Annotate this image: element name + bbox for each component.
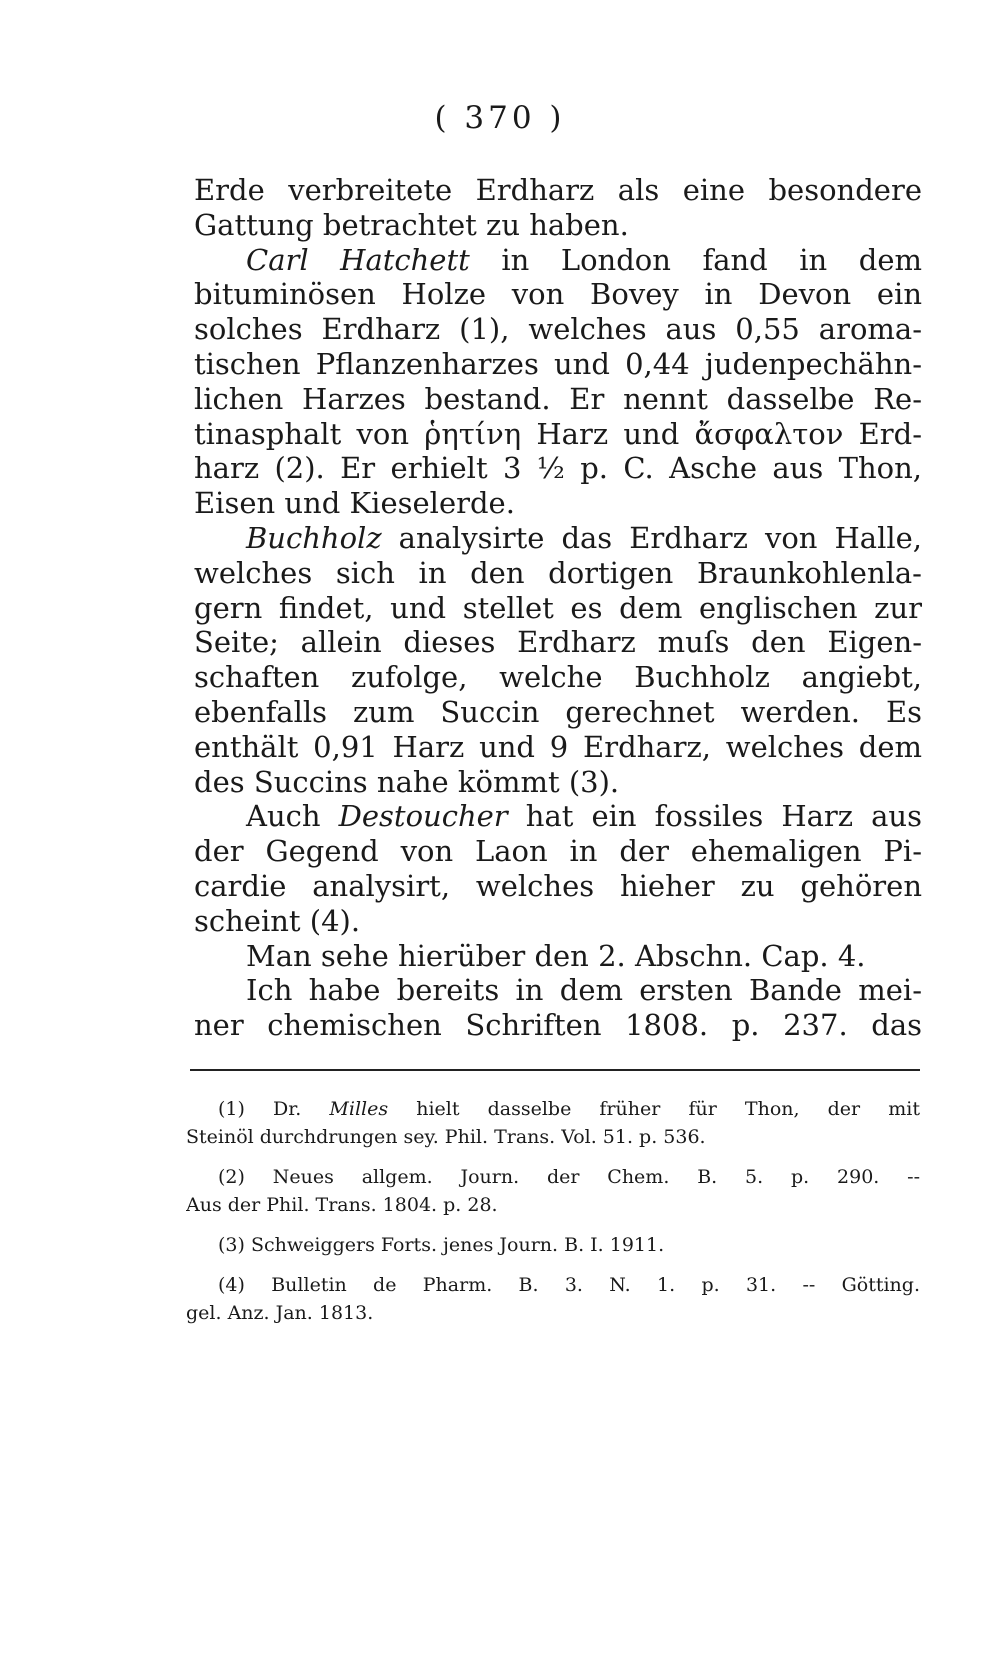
footnote bbox=[186, 1163, 920, 1219]
text-line: ner chemischen Schriften 1808. p. 237. das bbox=[194, 1008, 922, 1043]
text-line: des Succins nahe kömmt (3). bbox=[194, 764, 620, 799]
text-fragment: in London fand in dem bbox=[501, 242, 922, 277]
footnote-line: Aus der Phil. Trans. 1804. p. 28. bbox=[186, 1194, 498, 1216]
footnote-marker: (2) bbox=[218, 1166, 245, 1188]
text-line: harz (2). Er erhielt 3 ½ p. C. Asche aus Thon, bbox=[194, 451, 922, 486]
text-line: Erde verbreitete Erdharz als eine besondere bbox=[194, 173, 922, 207]
footnote-line: Steinöl durchdrungen sey. Phil. Trans. Vol. 51. p. 536. bbox=[186, 1126, 706, 1148]
text-line: scheint (4). bbox=[194, 903, 361, 938]
text-line: Eisen und Kieselerde. bbox=[194, 486, 515, 521]
text-line: Ich habe bereits in dem ersten Bande mei- bbox=[246, 973, 922, 1008]
text-line: enthält 0,91 Harz und 9 Erdharz, welches dem bbox=[194, 729, 922, 764]
footnote-marker: (3) bbox=[218, 1234, 245, 1256]
footnote-marker: (1) bbox=[218, 1098, 245, 1120]
text-line: lichen Harzes bestand. Er nennt dasselbe Re- bbox=[194, 381, 922, 416]
text-line: bituminösen Holze von Bovey in Devon ein bbox=[194, 277, 922, 312]
text-fragment: analysirte das Erdharz von Halle, bbox=[398, 520, 922, 555]
text-fragment: Neues allgem. Journ. der Chem. B. 5. p. 290. -- bbox=[272, 1166, 920, 1188]
text-line: tischen Pflanzenharzes und 0,44 judenpechähn- bbox=[194, 346, 922, 381]
footnotes bbox=[186, 1095, 920, 1339]
footnote-line: gel. Anz. Jan. 1813. bbox=[186, 1302, 374, 1324]
footnote-line bbox=[186, 1231, 920, 1259]
author-name: Destoucher bbox=[338, 799, 508, 834]
text-fragment: Auch bbox=[246, 799, 321, 834]
text-fragment: hat ein fossiles Harz aus bbox=[525, 799, 922, 834]
text-line bbox=[194, 799, 922, 834]
footnote-marker: (4) bbox=[218, 1274, 245, 1296]
text-fragment: Dr. bbox=[273, 1098, 302, 1120]
text-line: ebenfalls zum Succin gerechnet werden. Es bbox=[194, 694, 922, 729]
page-number: ( 370 ) bbox=[434, 100, 566, 136]
author-name: Carl Hatchett bbox=[246, 242, 470, 277]
author-name: Buchholz bbox=[246, 520, 382, 555]
text-line: Gattung betrachtet zu haben. bbox=[194, 207, 629, 242]
text-line: cardie analysirt, welches hieher zu gehören bbox=[194, 868, 922, 903]
footnote-rule bbox=[190, 1069, 920, 1071]
text-fragment: hielt dasselbe früher für Thon, der mit bbox=[416, 1098, 920, 1120]
footnote-line bbox=[186, 1163, 920, 1191]
text-line: Seite; allein dieses Erdharz muſs den Eigen- bbox=[194, 625, 922, 660]
footnote-line bbox=[186, 1095, 920, 1123]
text-line: schaften zufolge, welche Buchholz angiebt, bbox=[194, 660, 922, 695]
text-line: solches Erdharz (1), welches aus 0,55 aroma- bbox=[194, 312, 922, 347]
text-line bbox=[194, 521, 922, 556]
text-fragment: Schweiggers Forts. jenes Journ. B. I. 1911. bbox=[250, 1234, 665, 1256]
text-line bbox=[194, 243, 922, 278]
footnote-line bbox=[186, 1271, 920, 1299]
text-line: Man sehe hierüber den 2. Abschn. Cap. 4. bbox=[246, 938, 866, 973]
footnote bbox=[186, 1231, 920, 1259]
text-line: gern findet, und stellet es dem englischen zur bbox=[194, 590, 922, 625]
text-line: welches sich in den dortigen Braunkohlenla- bbox=[194, 555, 922, 590]
footnote bbox=[186, 1271, 920, 1327]
text-line: tinasphalt von ῥητίνη Harz und ἄσφαλτον Erd- bbox=[194, 416, 922, 451]
text-line: der Gegend von Laon in der ehemaligen Pi- bbox=[194, 834, 922, 869]
author-name: Milles bbox=[329, 1098, 389, 1120]
text-fragment: Bulletin de Pharm. B. 3. N. 1. p. 31. -- Götting. bbox=[271, 1274, 920, 1296]
main-text bbox=[194, 173, 922, 1043]
footnote bbox=[186, 1095, 920, 1151]
